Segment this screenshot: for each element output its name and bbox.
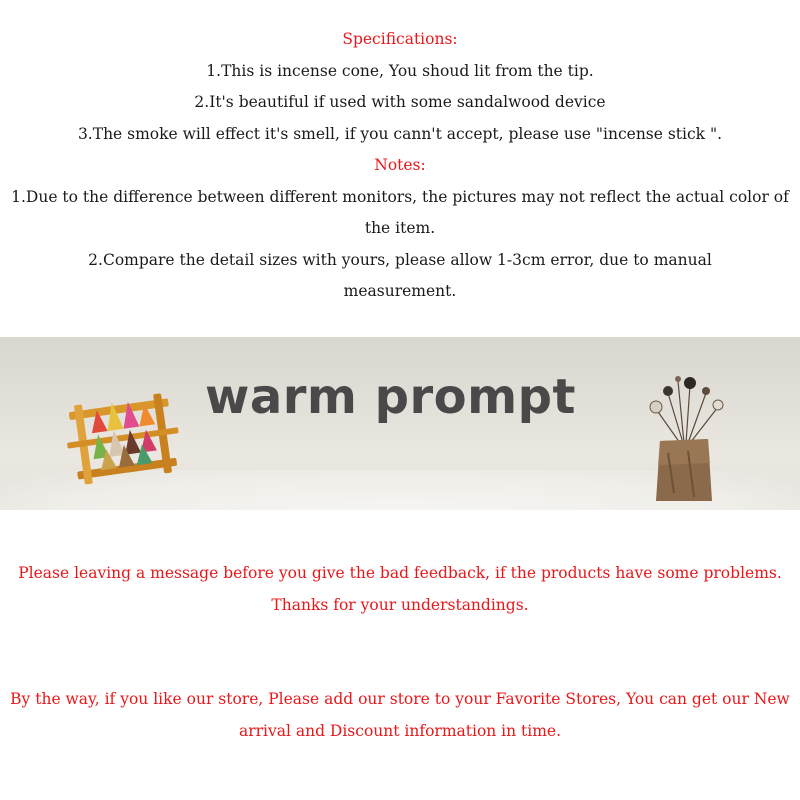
favorite-store-text: By the way, if you like our store, Please add our store to your Favorite Stores, You can get our New arrival and Discount information in time. bbox=[10, 690, 790, 740]
feedback-message-section bbox=[0, 558, 800, 621]
spec-item-1: 1.This is incense cone, You shoud lit from the tip. bbox=[206, 61, 594, 80]
notes-heading: Notes: bbox=[374, 156, 426, 174]
specifications-section bbox=[0, 24, 800, 150]
note-item-1: 1.Due to the difference between different monitors, the pictures may not reflect the actual color of the item. bbox=[11, 187, 789, 237]
feedback-message-line-1: Please leaving a message before you give the bad feedback, if the products have some problems. bbox=[18, 564, 782, 582]
notes-section bbox=[0, 150, 800, 308]
warm-prompt-banner bbox=[0, 337, 800, 510]
banner-title: warm prompt bbox=[205, 369, 576, 425]
spec-item-2: 2.It's beautiful if used with some sandalwood device bbox=[194, 93, 606, 111]
feedback-message-line-2: Thanks for your understandings. bbox=[271, 595, 529, 614]
vase-with-dried-flowers-image bbox=[628, 373, 738, 503]
favorite-store-section bbox=[0, 684, 800, 747]
incense-cones-tray-image bbox=[62, 377, 182, 487]
specifications-heading: Specifications: bbox=[342, 30, 458, 48]
note-item-2: 2.Compare the detail sizes with yours, please allow 1-3cm error, due to manual measurement. bbox=[88, 250, 712, 300]
spec-item-3: 3.The smoke will effect it's smell, if you cann't accept, please use "incense stick ". bbox=[77, 124, 723, 143]
